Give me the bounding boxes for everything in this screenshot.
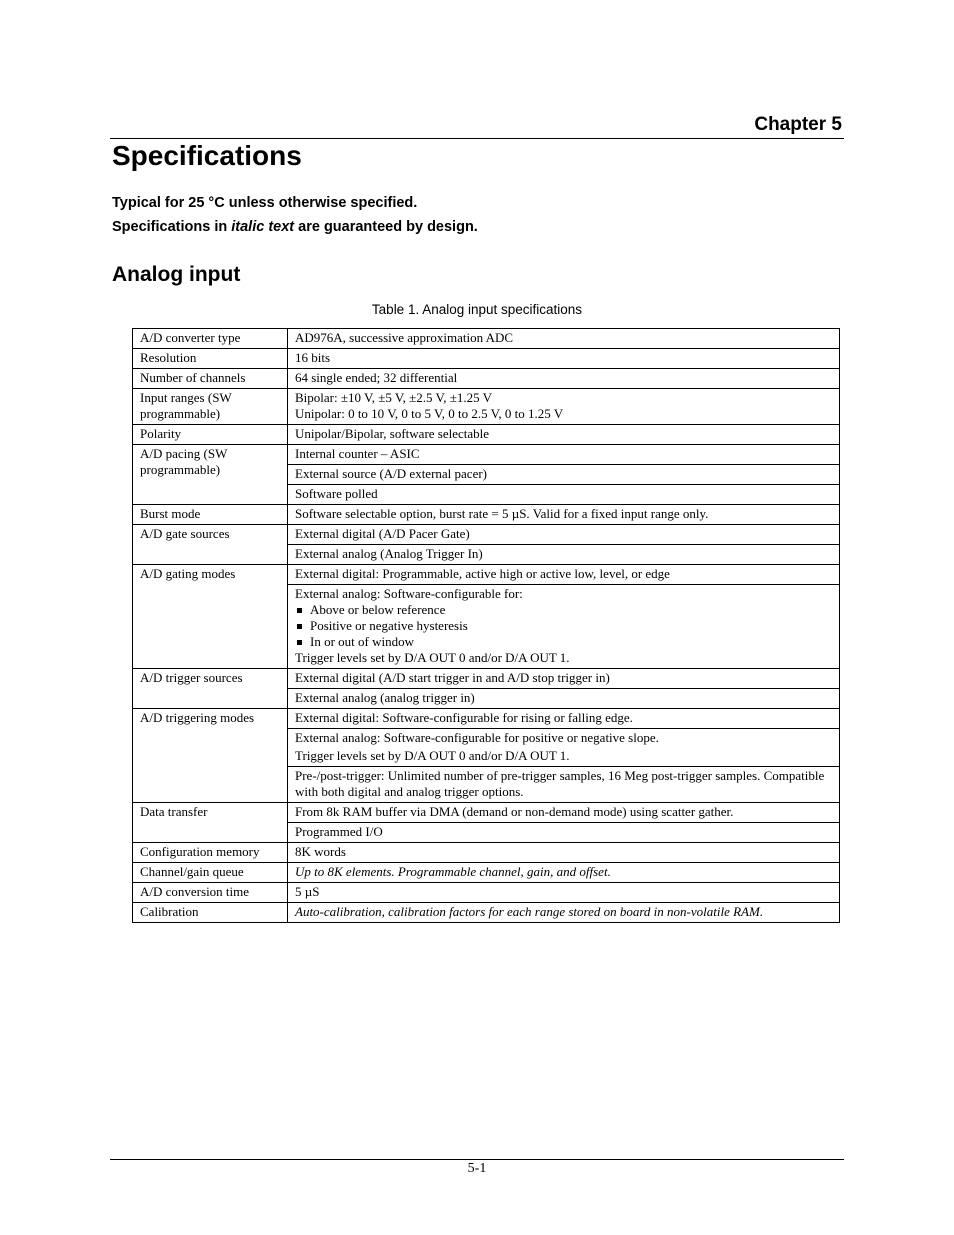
footer-rule [110, 1159, 844, 1160]
row-value: Pre-/post-trigger: Unlimited number of pre-trigger samples, 16 Meg post-trigger samples. Compatible with both digital and analog trigger options. [288, 767, 840, 803]
italic-note-emphasis: italic text [231, 219, 295, 235]
table-row [133, 445, 840, 465]
bullet-text: Positive or negative hysteresis [310, 618, 468, 633]
value-line: External analog: Software-configurable for positive or negative slope. [295, 730, 659, 745]
row-value: Auto-calibration, calibration factors for each range stored on board in non-volatile RAM. [288, 903, 840, 923]
row-label: A/D converter type [133, 329, 288, 349]
row-label: A/D gating modes [133, 565, 288, 669]
table-row [133, 709, 840, 729]
value-line: Trigger levels set by D/A OUT 0 and/or D/A OUT 1. [295, 748, 570, 763]
row-value: Unipolar/Bipolar, software selectable [288, 425, 840, 445]
row-value: External analog (Analog Trigger In) [288, 545, 840, 565]
table-row [133, 369, 840, 389]
row-label: Polarity [133, 425, 288, 445]
row-value: 8K words [288, 843, 840, 863]
row-value: 16 bits [288, 349, 840, 369]
row-value: Up to 8K elements. Programmable channel, gain, and offset. [288, 863, 840, 883]
row-value: External analog (analog trigger in) [288, 689, 840, 709]
row-value: External digital: Programmable, active high or active low, level, or edge [288, 565, 840, 585]
row-label: A/D pacing (SW programmable) [133, 445, 288, 505]
row-value: 64 single ended; 32 differential [288, 369, 840, 389]
analog-input-spec-table [132, 328, 840, 923]
typical-note: Typical for 25 °C unless otherwise specified. [112, 195, 418, 211]
row-label: Configuration memory [133, 843, 288, 863]
row-value: External digital (A/D start trigger in and A/D stop trigger in) [288, 669, 840, 689]
bullet-item [295, 618, 832, 634]
row-value: Programmed I/O [288, 823, 840, 843]
row-value [288, 389, 840, 425]
chapter-label: Chapter 5 [754, 114, 842, 135]
row-label: Burst mode [133, 505, 288, 525]
table-row [133, 565, 840, 585]
row-value: Software polled [288, 485, 840, 505]
value-line: Trigger levels set by D/A OUT 0 and/or D/A OUT 1. [295, 650, 570, 665]
table-caption: Table 1. Analog input specifications [371, 302, 583, 317]
table-row [133, 349, 840, 369]
table-row [133, 329, 840, 349]
row-label: A/D conversion time [133, 883, 288, 903]
row-value [288, 585, 840, 669]
italic-note [112, 219, 478, 235]
italic-note-post: are guaranteed by design. [294, 219, 478, 235]
table-row [133, 803, 840, 823]
bullet-text: In or out of window [310, 634, 414, 649]
bullet-square-icon [297, 640, 302, 645]
row-value: 5 µS [288, 883, 840, 903]
row-label: Number of channels [133, 369, 288, 389]
value-line: Unipolar: 0 to 10 V, 0 to 5 V, 0 to 2.5 V, 0 to 1.25 V [295, 406, 564, 421]
row-label: Data transfer [133, 803, 288, 843]
row-label: Calibration [133, 903, 288, 923]
table-row [133, 863, 840, 883]
value-line: Bipolar: ±10 V, ±5 V, ±2.5 V, ±1.25 V [295, 390, 492, 405]
table-row [133, 389, 840, 425]
row-value [288, 729, 840, 767]
row-value: Software selectable option, burst rate = 5 µS. Valid for a fixed input range only. [288, 505, 840, 525]
row-value: External digital (A/D Pacer Gate) [288, 525, 840, 545]
table-row [133, 525, 840, 545]
section-heading: Analog input [112, 263, 241, 286]
row-value: External digital: Software-configurable for rising or falling edge. [288, 709, 840, 729]
table-row [133, 843, 840, 863]
row-value: Internal counter – ASIC [288, 445, 840, 465]
row-label: A/D trigger sources [133, 669, 288, 709]
row-value: AD976A, successive approximation ADC [288, 329, 840, 349]
row-label: Input ranges (SW programmable) [133, 389, 288, 425]
row-label: Resolution [133, 349, 288, 369]
table-row [133, 883, 840, 903]
header-rule [110, 138, 844, 139]
value-line: External analog: Software-configurable for: [295, 586, 523, 601]
row-value: External source (A/D external pacer) [288, 465, 840, 485]
table-row [133, 425, 840, 445]
row-label: A/D gate sources [133, 525, 288, 565]
bullet-square-icon [297, 608, 302, 613]
table-row [133, 505, 840, 525]
bullet-square-icon [297, 624, 302, 629]
page-number: 5-1 [467, 1161, 487, 1176]
bullet-item [295, 634, 832, 650]
row-label: Channel/gain queue [133, 863, 288, 883]
italic-note-pre: Specifications in [112, 219, 232, 235]
table-row [133, 669, 840, 689]
table-row [133, 903, 840, 923]
page-title: Specifications [112, 140, 302, 171]
row-label: A/D triggering modes [133, 709, 288, 803]
bullet-item [295, 602, 832, 618]
row-value: From 8k RAM buffer via DMA (demand or non-demand mode) using scatter gather. [288, 803, 840, 823]
bullet-text: Above or below reference [310, 602, 446, 617]
